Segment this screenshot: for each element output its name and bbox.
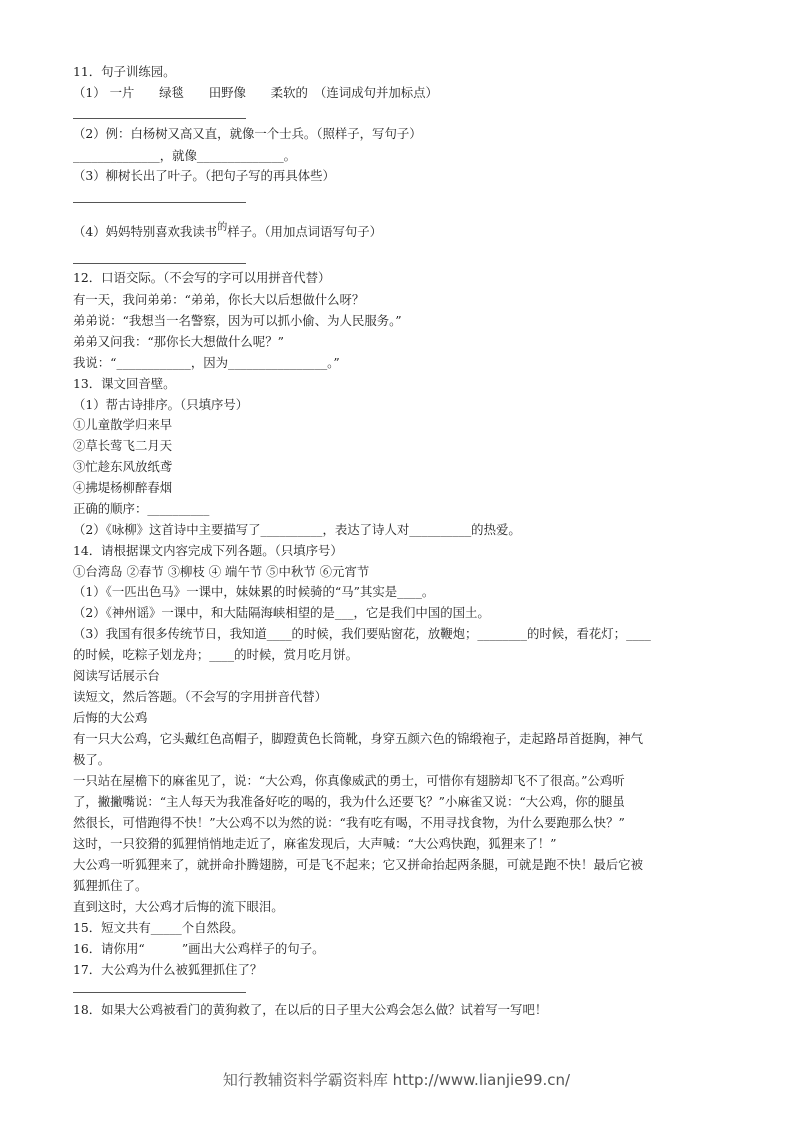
story-paragraph-3a: 大公鸡一听狐狸来了，就拼命扑腾翅膀，可是飞不起来；它又拼命抬起两条腿，可就是跑不快！最后它被 [73,857,643,872]
reading-instruction: 读短文，然后答题。（不会写的字用拼音代替） [73,689,328,704]
q14-part1: （1）《一匹出色马》一课中，妹妹累的时候骑的“马”其实是____。 [73,584,435,599]
story-paragraph-2b: 了，撇撇嘴说：“主人每天为我准备好吃的喝的，我为什么还要飞？”小麻雀又说：“大公鸡，你的腿虽 [73,794,625,809]
story-paragraph-3b: 狐狸抓住了。 [73,878,148,893]
q11-part4-end: 样子。（用加点词语写句子） [227,224,383,239]
q14-part3a: （3）我国有很多传统节日，我知道____的时候，我们要贴窗花，放鞭炮；________的时候，看花灯；____ [73,626,651,641]
q11-part2: （2）例：白杨树又高又直，就像一个士兵。（照样子，写句子） [73,126,422,141]
story-paragraph-1a: 有一只大公鸡，它头戴红色高帽子，脚蹬黄色长筒靴，身穿五颜六色的锦缎袍子，走起路昂首挺胸，神气 [73,731,643,746]
story-paragraph-1b: 极了。 [73,752,111,767]
q14-part3b: 的时候，吃粽子划龙舟；____的时候，赏月吃月饼。 [73,647,358,662]
q11-part2-fill: ______________，就像______________。 [73,148,297,163]
poem-line-4: ④拂堤杨柳醉春烟 [73,480,173,495]
q11-title: 11．句子训练园。 [73,64,176,79]
q11-part3: （3）柳树长出了叶子。（把句子写的再具体些） [73,168,335,183]
q16: 16．请你用“ ”画出大公鸡样子的句子。 [73,941,325,956]
poem-line-1: ①儿童散学归来早 [73,417,173,432]
q11-part4-start: （4）妈妈特别喜欢我读书 [73,224,218,239]
dotted-word: 的 [217,222,228,233]
q14-part2: （2）《神州谣》一课中，和大陆隔海峡相望的是___，它是我们中国的国土。 [73,605,490,620]
story-paragraph-4: 直到这时，大公鸡才后悔的流下眼泪。 [73,899,284,914]
q11-part4 [73,218,382,242]
q12-line3: 弟弟又问我：“那你长大想做什么呢？” [73,334,284,349]
answer-line [73,118,246,119]
q12-line4: 我说：“____________，因为________________。” [73,355,340,370]
footer-watermark: 知行教辅资料学霸资料库 http://www.lianjie99.cn/ [222,1071,571,1089]
poem-line-2: ②草长莺飞二月天 [73,438,173,453]
q12-line1: 有一天，我问弟弟：“弟弟，你长大以后想做什么呀？ [73,292,365,307]
story-title: 后悔的大公鸡 [73,710,148,725]
q14-title: 14．请根据课文内容完成下列各题。（只填序号） [73,543,343,558]
answer-line [73,202,246,203]
q11-part1: （1） 一片 绿毯 田野像 柔软的 （连词成句并加标点） [73,85,438,100]
q13-order: 正确的顺序：__________ [73,501,210,516]
q17: 17．大公鸡为什么被狐狸抓住了？ [73,962,263,977]
story-paragraph-2c: 然很长，可惜跑得不快！”大公鸡不以为然的说：“我有吃有喝，不用寻找食物，为什么要跑那么快？” [73,815,625,830]
poem-line-3: ③忙趁东风放纸鸢 [73,459,173,474]
q18: 18．如果大公鸡被看门的黄狗救了，在以后的日子里大公鸡会怎么做？试着写一写吧！ [73,1002,548,1017]
story-paragraph-2a: 一只站在屋檐下的麻雀见了，说：“大公鸡，你真像威武的勇士，可惜你有翅膀却飞不了很高。”公鸡听 [73,773,625,788]
q13-part2: （2）《咏柳》这首诗中主要描写了__________，表达了诗人对__________的热爱。 [73,522,521,537]
q14-options: ①台湾岛 ②春节 ③柳枝 ④ 端午节 ⑤中秋节 ⑥元宵节 [73,564,370,579]
q15: 15．短文共有_____个自然段。 [73,920,244,935]
reading-section-title: 阅读写话展示台 [73,668,160,683]
q13-part1: （1）帮古诗排序。（只填序号） [73,397,249,412]
answer-line [73,263,246,264]
q12-line2: 弟弟说：“我想当一名警察，因为可以抓小偷、为人民服务。” [73,313,402,328]
q12-title: 12．口语交际。（不会写的字可以用拼音代替） [73,270,331,285]
q13-title: 13．课文回音壁。 [73,376,176,391]
answer-line [73,992,246,993]
story-paragraph-2d: 这时，一只狡猾的狐狸悄悄地走近了，麻雀发现后，大声喊：“大公鸡快跑，狐狸来了！” [73,836,557,851]
